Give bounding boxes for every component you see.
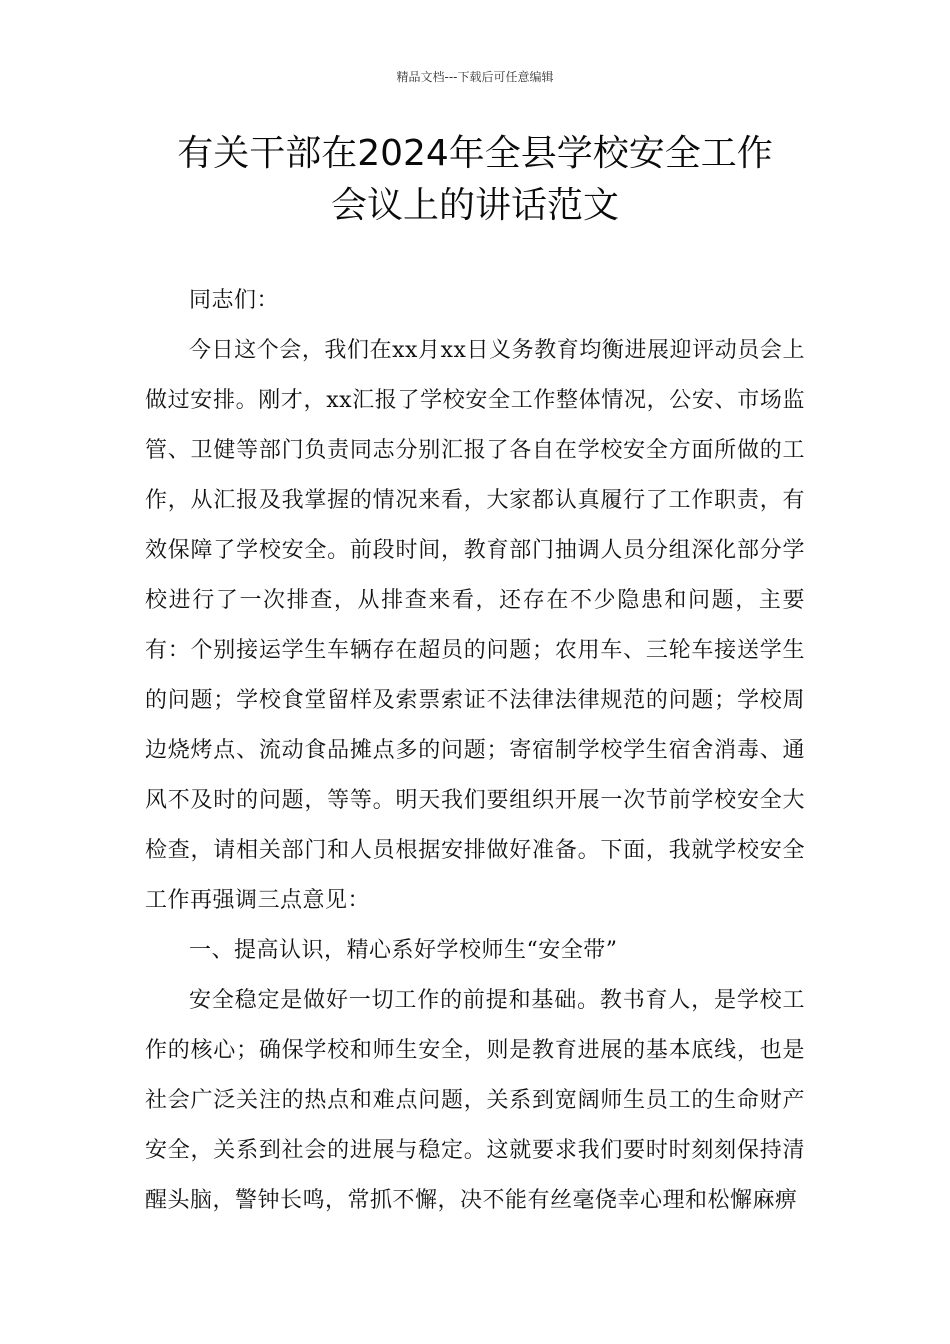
- title-line-2: 会议上的讲话范文: [330, 185, 619, 226]
- salutation: 同志们：: [189, 288, 280, 313]
- page-header-note: 精品文档---下载后可任意编辑: [396, 70, 554, 84]
- body-paragraph: 安全稳定是做好一切工作的前提和基础。教书育人，是学校工作的核心；确保学校和师生安全，则是教育进展的基本底线，也是社会广泛关注的热点和难点问题，关系到宽阔师生员工的生命财产安全，关系到社会的进展与稳定。这就要求我们要时时刻刻保持清醒头脑，警钟长鸣，常抓不懈，决不能有丝毫侥幸心理和松懈麻痹: [145, 988, 805, 1213]
- title-line-1: 有关干部在2024年全县学校安全工作: [177, 133, 773, 174]
- document-title: [145, 128, 805, 232]
- body-paragraph: 今日这个会，我们在xx月xx日义务教育均衡进展迎评动员会上做过安排。刚才，xx汇报了学校安全工作整体情况，公安、市场监管、卫健等部门负责同志分别汇报了各自在学校安全方面所做的工作，从汇报及我掌握的情况来看，大家都认真履行了工作职责，有效保障了学校安全。前段时间，教育部门抽调人员分组深化部分学校进行了一次排查，从排查来看，还存在不少隐患和问题，主要有：个别接运学生车辆存在超员的问题；农用车、三轮车接送学生的问题；学校食堂留样及索票索证不法律法律规范的问题；学校周边烧烤点、流动食品摊点多的问题；寄宿制学校学生宿舍消毒、通风不及时的问题，等等。明天我们要组织开展一次节前学校安全大检查，请相关部门和人员根据安排做好准备。下面，我就学校安全工作再强调三点意见：: [145, 338, 805, 913]
- section-heading: 一、提高认识，精心系好学校师生“安全带”: [189, 938, 618, 963]
- document-body: [145, 276, 805, 1226]
